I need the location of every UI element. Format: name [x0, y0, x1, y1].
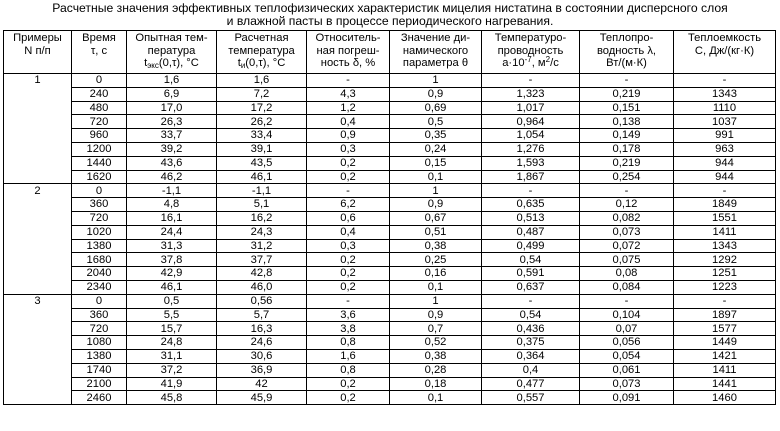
table-cell: 1080 [72, 336, 127, 350]
table-cell: 0,499 [482, 239, 580, 253]
table-cell: - [674, 294, 776, 308]
table-cell: 0,104 [580, 308, 674, 322]
table-cell: 16,1 [127, 211, 217, 225]
table-cell: 0,5 [390, 115, 482, 129]
table-cell: 1343 [674, 87, 776, 101]
header-thermal-diffusivity: Температуро- проводность $a\cdot 10^{-7}$, $м^2/с$ [482, 31, 580, 74]
table-cell: 1380 [72, 239, 127, 253]
table-cell: 0,3 [307, 142, 390, 156]
table-cell: 1200 [72, 142, 127, 156]
table-cell: 43,6 [127, 156, 217, 170]
table-cell: 0,4 [307, 115, 390, 129]
table-cell: 15,7 [127, 322, 217, 336]
table-cell: 0,2 [307, 280, 390, 294]
table-cell: 3,8 [307, 322, 390, 336]
table-cell: 4,3 [307, 87, 390, 101]
table-cell: 0,12 [580, 198, 674, 212]
table-cell: - [482, 74, 580, 88]
table-cell: 0,15 [390, 156, 482, 170]
table-cell: 31,3 [127, 239, 217, 253]
table-cell: 0 [72, 294, 127, 308]
table-cell: 0,056 [580, 336, 674, 350]
table-cell: -1,1 [127, 184, 217, 198]
table-cell: - [307, 294, 390, 308]
table-cell: 6,2 [307, 198, 390, 212]
example-number-cell: 3 [4, 294, 72, 308]
table-cell: 42,8 [217, 267, 307, 281]
example-number-cell: 1 [4, 74, 72, 88]
table-cell: - [674, 184, 776, 198]
example-number-cell [4, 239, 72, 253]
table-cell: 240 [72, 87, 127, 101]
table-cell: 37,8 [127, 253, 217, 267]
table-cell: 1449 [674, 336, 776, 350]
table-cell: 4,8 [127, 198, 217, 212]
table-cell: 0,9 [390, 87, 482, 101]
caption-line-1: Расчетные значения эффективных теплофизических характеристик мицелия нистатина в состоянии дисперсного слоя [52, 1, 728, 15]
table-cell: 0,151 [580, 101, 674, 115]
example-number-cell [4, 87, 72, 101]
table-cell: 39,2 [127, 142, 217, 156]
table-cell: 0,38 [390, 349, 482, 363]
table-cell: 7,2 [217, 87, 307, 101]
table-cell: 1251 [674, 267, 776, 281]
table-cell: 991 [674, 129, 776, 143]
table-cell: 0,091 [580, 391, 674, 405]
table-cell: 0,591 [482, 267, 580, 281]
table-cell: 6,9 [127, 87, 217, 101]
table-cell: 0,16 [390, 267, 482, 281]
table-cell: 3,6 [307, 308, 390, 322]
table-cell: 1411 [674, 363, 776, 377]
table-cell: 1897 [674, 308, 776, 322]
table-cell: 45,8 [127, 391, 217, 405]
table-row [4, 198, 776, 212]
table-cell: 1343 [674, 239, 776, 253]
table-cell: 720 [72, 211, 127, 225]
table-cell: 1,6 [307, 349, 390, 363]
table-row [4, 294, 776, 308]
example-number-cell [4, 170, 72, 184]
table-cell: 0 [72, 74, 127, 88]
table-cell: 0,38 [390, 239, 482, 253]
table-cell: 39,1 [217, 142, 307, 156]
table-cell: 1,054 [482, 129, 580, 143]
table-cell: 0,5 [127, 294, 217, 308]
table-cell: 0,436 [482, 322, 580, 336]
header-experimental-temp: Опытная тем- пература $t_{экс}(0,\tau)$, °C [127, 31, 217, 74]
table-cell: 0,2 [307, 156, 390, 170]
table-cell: 2460 [72, 391, 127, 405]
table-row [4, 115, 776, 129]
table-cell: 944 [674, 156, 776, 170]
table-cell: 0,18 [390, 377, 482, 391]
table-cell: 0,477 [482, 377, 580, 391]
table-row [4, 74, 776, 88]
table-cell: 0,138 [580, 115, 674, 129]
table-cell: 0,054 [580, 349, 674, 363]
table-cell: 0,364 [482, 349, 580, 363]
table-cell: 0,4 [307, 225, 390, 239]
table-cell: 0,2 [307, 391, 390, 405]
example-number-cell [4, 142, 72, 156]
example-number-cell [4, 363, 72, 377]
table-row [4, 170, 776, 184]
table-cell: 1223 [674, 280, 776, 294]
table-cell: 0,35 [390, 129, 482, 143]
table-cell: 17,0 [127, 101, 217, 115]
example-number-cell [4, 211, 72, 225]
table-cell: 0,219 [580, 156, 674, 170]
table-cell: 17,2 [217, 101, 307, 115]
table-cell: 963 [674, 142, 776, 156]
table-cell: 360 [72, 198, 127, 212]
table-row [4, 225, 776, 239]
table-cell: 1292 [674, 253, 776, 267]
table-cell: 0,178 [580, 142, 674, 156]
table-cell: 2100 [72, 377, 127, 391]
table-cell: 0,2 [307, 170, 390, 184]
table-row [4, 87, 776, 101]
table-cell: 45,9 [217, 391, 307, 405]
table-cell: 0,54 [482, 253, 580, 267]
table-cell: 1110 [674, 101, 776, 115]
table-row [4, 253, 776, 267]
table-cell: 42 [217, 377, 307, 391]
example-number-cell [4, 377, 72, 391]
table-cell: 2340 [72, 280, 127, 294]
table-cell: 0,9 [307, 129, 390, 143]
header-thermal-conductivity: Теплопро- водность λ, Вт/(м·К) [580, 31, 674, 74]
table-cell: 1,323 [482, 87, 580, 101]
table-row [4, 239, 776, 253]
table-cell: 1740 [72, 363, 127, 377]
table-cell: 0,28 [390, 363, 482, 377]
table-cell: 1849 [674, 198, 776, 212]
table-cell: 0,6 [307, 211, 390, 225]
example-number-cell [4, 308, 72, 322]
table-cell: 1411 [674, 225, 776, 239]
example-number-cell [4, 322, 72, 336]
example-number-cell: 2 [4, 184, 72, 198]
table-cell: 0,2 [307, 377, 390, 391]
table-cell: 1551 [674, 211, 776, 225]
table-cell: 1 [390, 74, 482, 88]
table-cell: 0,557 [482, 391, 580, 405]
header-dynamic-parameter: Значение ди- намического параметра θ [390, 31, 482, 74]
table-cell: 480 [72, 101, 127, 115]
table-cell: 16,2 [217, 211, 307, 225]
table-cell: 24,4 [127, 225, 217, 239]
table-cell: 36,9 [217, 363, 307, 377]
table-cell: 0,254 [580, 170, 674, 184]
table-cell: 0,1 [390, 391, 482, 405]
table-cell: 2040 [72, 267, 127, 281]
table-cell: 1,017 [482, 101, 580, 115]
table-cell: 31,1 [127, 349, 217, 363]
table-cell: 0,637 [482, 280, 580, 294]
table-row [4, 363, 776, 377]
table-cell: 26,2 [217, 115, 307, 129]
header-example-no: Примеры N п/п [4, 31, 72, 74]
table-cell: 720 [72, 322, 127, 336]
table-cell: 0,52 [390, 336, 482, 350]
table-cell: 31,2 [217, 239, 307, 253]
table-cell: 0,3 [307, 239, 390, 253]
header-relative-error: Относитель- ная погреш- ность δ, % [307, 31, 390, 74]
example-number-cell [4, 156, 72, 170]
table-cell: 0,67 [390, 211, 482, 225]
table-cell: 1440 [72, 156, 127, 170]
table-cell: 0,375 [482, 336, 580, 350]
table-cell: 1,2 [307, 101, 390, 115]
table-cell: - [307, 74, 390, 88]
table-cell: 0,9 [390, 198, 482, 212]
table-cell: - [580, 294, 674, 308]
table-cell: 0,513 [482, 211, 580, 225]
table-cell: 46,2 [127, 170, 217, 184]
table-cell: 0,8 [307, 363, 390, 377]
header-heat-capacity: Теплоемкость С, Дж/(кг·К) [674, 31, 776, 74]
table-cell: 1680 [72, 253, 127, 267]
table-cell: 46,0 [217, 280, 307, 294]
table-cell: 37,2 [127, 363, 217, 377]
table-cell: 0,075 [580, 253, 674, 267]
table-row [4, 101, 776, 115]
table-cell: 360 [72, 308, 127, 322]
table-cell: 0,54 [482, 308, 580, 322]
table-cell: 43,5 [217, 156, 307, 170]
table-cell: 42,9 [127, 267, 217, 281]
header-time: Время τ, с [72, 31, 127, 74]
example-number-cell [4, 349, 72, 363]
table-cell: -1,1 [217, 184, 307, 198]
table-cell: 1460 [674, 391, 776, 405]
table-cell: 5,7 [217, 308, 307, 322]
table-row [4, 391, 776, 405]
table-cell: - [482, 294, 580, 308]
table-cell: 0,964 [482, 115, 580, 129]
thermophysical-table [3, 30, 776, 405]
table-cell: 1 [390, 294, 482, 308]
table-cell: 0,635 [482, 198, 580, 212]
table-cell: 1037 [674, 115, 776, 129]
table-cell: 0,4 [482, 363, 580, 377]
table-cell: 1020 [72, 225, 127, 239]
table-header-row [4, 31, 776, 74]
table-cell: 1,6 [217, 74, 307, 88]
table-cell: 0,072 [580, 239, 674, 253]
table-row [4, 377, 776, 391]
table-row [4, 156, 776, 170]
example-number-cell [4, 280, 72, 294]
table-cell: 0,51 [390, 225, 482, 239]
table-cell: 0,7 [390, 322, 482, 336]
table-cell: 0,149 [580, 129, 674, 143]
table-cell: 1,6 [127, 74, 217, 88]
table-cell: 0,073 [580, 225, 674, 239]
table-cell: 1,276 [482, 142, 580, 156]
table-cell: 0,1 [390, 280, 482, 294]
table-cell: - [580, 184, 674, 198]
table-cell: - [482, 184, 580, 198]
table-cell: 0,08 [580, 267, 674, 281]
table-row [4, 142, 776, 156]
table-cell: 16,3 [217, 322, 307, 336]
table-cell: 0,073 [580, 377, 674, 391]
header-calculated-temp: Расчетная температура $t_и(0,\tau)$, °C [217, 31, 307, 74]
table-cell: 1441 [674, 377, 776, 391]
table-cell: 46,1 [127, 280, 217, 294]
table-row [4, 349, 776, 363]
table-cell: 1,867 [482, 170, 580, 184]
table-row [4, 184, 776, 198]
table-cell: 0,487 [482, 225, 580, 239]
table-cell: 0,8 [307, 336, 390, 350]
table-cell: 0,2 [307, 253, 390, 267]
example-number-cell [4, 267, 72, 281]
table-cell: 720 [72, 115, 127, 129]
table-cell: 26,3 [127, 115, 217, 129]
table-cell: 0,1 [390, 170, 482, 184]
example-number-cell [4, 391, 72, 405]
table-cell: 1577 [674, 322, 776, 336]
table-row [4, 322, 776, 336]
example-number-cell [4, 129, 72, 143]
table-cell: 30,6 [217, 349, 307, 363]
table-cell: 0,061 [580, 363, 674, 377]
table-cell: 1380 [72, 349, 127, 363]
table-cell: 0,25 [390, 253, 482, 267]
table-cell: 33,7 [127, 129, 217, 143]
table-cell: 0 [72, 184, 127, 198]
table-cell: 960 [72, 129, 127, 143]
table-cell: 1620 [72, 170, 127, 184]
table-row [4, 211, 776, 225]
table-cell: 24,8 [127, 336, 217, 350]
example-number-cell [4, 253, 72, 267]
caption-line-2: и влажной пасты в процессе периодического нагревания. [226, 14, 554, 28]
table-body [4, 74, 776, 405]
table-cell: 33,4 [217, 129, 307, 143]
table-cell: 0,56 [217, 294, 307, 308]
table-cell: 0,084 [580, 280, 674, 294]
example-number-cell [4, 115, 72, 129]
example-number-cell [4, 336, 72, 350]
table-cell: 0,2 [307, 267, 390, 281]
table-cell: 46,1 [217, 170, 307, 184]
table-cell: 0,24 [390, 142, 482, 156]
example-number-cell [4, 101, 72, 115]
table-cell: 0,07 [580, 322, 674, 336]
table-cell: 24,6 [217, 336, 307, 350]
table-cell: 41,9 [127, 377, 217, 391]
table-cell: 5,5 [127, 308, 217, 322]
table-cell: - [674, 74, 776, 88]
table-cell: 37,7 [217, 253, 307, 267]
table-cell: 944 [674, 170, 776, 184]
table-row [4, 336, 776, 350]
table-cell: - [307, 184, 390, 198]
example-number-cell [4, 198, 72, 212]
table-cell: 0,219 [580, 87, 674, 101]
table-cell: 1,593 [482, 156, 580, 170]
table-cell: 0,69 [390, 101, 482, 115]
table-cell: 5,1 [217, 198, 307, 212]
table-row [4, 308, 776, 322]
table-cell: 1 [390, 184, 482, 198]
table-caption [0, 2, 780, 28]
table-row [4, 267, 776, 281]
table-row [4, 280, 776, 294]
table-cell: 1421 [674, 349, 776, 363]
table-cell: - [580, 74, 674, 88]
table-cell: 0,082 [580, 211, 674, 225]
example-number-cell [4, 225, 72, 239]
table-row [4, 129, 776, 143]
table-cell: 0,9 [390, 308, 482, 322]
table-cell: 24,3 [217, 225, 307, 239]
